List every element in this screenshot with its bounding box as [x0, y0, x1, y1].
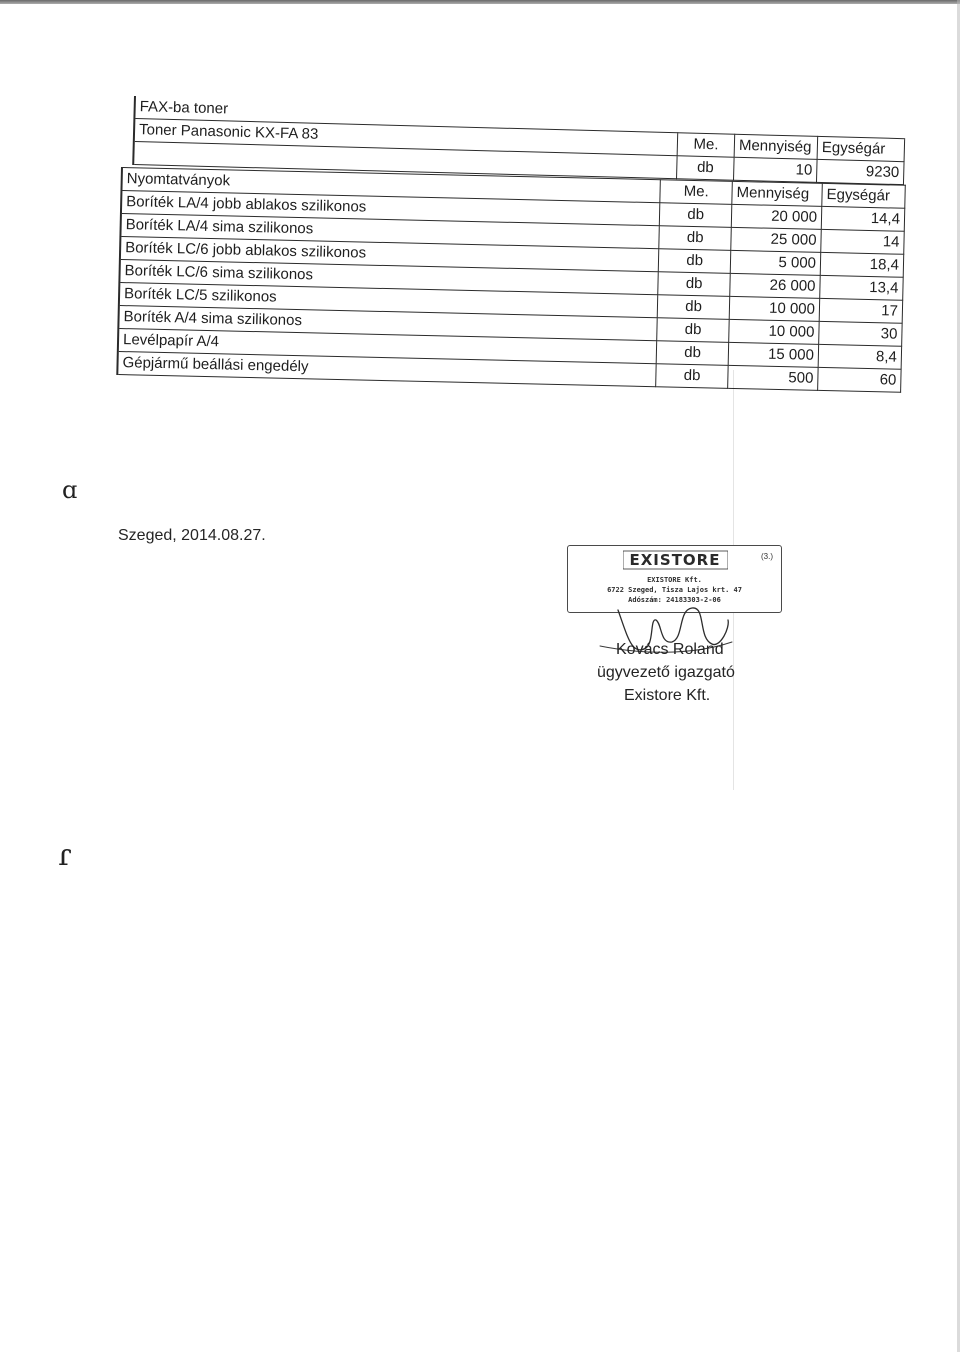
table-row-item: Toner Panasonic KX-FA 83	[134, 119, 678, 156]
table-row-item: Boríték A/4 sima szilikonos	[118, 305, 657, 340]
nyomtatvanyok-section	[116, 167, 906, 393]
table-row-unit: db	[677, 156, 734, 180]
table-row-quantity: 5 000	[730, 250, 820, 275]
table-row-quantity: 20 000	[731, 204, 821, 229]
table-row-unit: db	[657, 295, 729, 320]
header-unit: Me.	[677, 133, 734, 157]
margin-mark: ɑ	[62, 476, 78, 504]
table-row-unit-price: 17	[819, 298, 902, 323]
nyomtatvanyok-table	[116, 167, 906, 393]
table-row-unit: db	[657, 318, 729, 343]
header-unit: Me.	[660, 180, 732, 205]
table-row-quantity: 10 000	[729, 296, 819, 321]
table-row-unit: db	[656, 364, 728, 389]
table-row-unit-price: 14,4	[821, 206, 904, 231]
table-row-unit: db	[656, 341, 728, 366]
scan-edge-top	[0, 0, 960, 4]
stamp-address: 6722 Szeged, Tisza Lajos krt. 47	[607, 586, 742, 594]
table-row-unit-price: 30	[819, 321, 902, 346]
table-row-unit: db	[660, 203, 732, 228]
margin-mark: ɾ	[58, 838, 72, 873]
table-row-item: Boríték LC/6 sima szilikonos	[119, 259, 658, 294]
table-row-item: Boríték LA/4 sima szilikonos	[120, 214, 659, 249]
table-row-item: Boríték LA/4 jobb ablakos szilikonos	[121, 191, 660, 226]
header-unit-price: Egységár	[817, 136, 905, 161]
stamp-tax-number: Adószám: 24183303-2-06	[628, 596, 721, 604]
table-row-unit-price: 18,4	[820, 252, 903, 277]
stamp-logo-text: EXISTORE	[629, 551, 721, 569]
table-row-quantity: 10 000	[729, 319, 819, 344]
table-row-item: Boríték LC/5 szilikonos	[119, 282, 658, 317]
table-row-item: Boríték LC/6 jobb ablakos szilikonos	[120, 237, 659, 272]
table-row-unit-price: 8,4	[818, 344, 901, 369]
table-row-unit-price: 60	[818, 367, 901, 392]
table-row-unit-price: 13,4	[820, 275, 903, 300]
place-date: Szeged, 2014.08.27.	[118, 527, 266, 544]
stamp-number: (3.)	[761, 552, 773, 561]
table-row-unit-price: 9230	[817, 159, 905, 184]
table-row-quantity: 25 000	[731, 227, 821, 252]
table-row-quantity: 500	[728, 365, 818, 390]
table-row-item: Levélpapír A/4	[118, 328, 657, 363]
signer-role: ügyvezető igazgató	[597, 664, 735, 681]
header-unit-price: Egységár	[822, 183, 905, 208]
table-row-unit: db	[659, 226, 731, 251]
table-row-quantity: 26 000	[730, 273, 820, 298]
table-row-quantity: 15 000	[728, 342, 818, 367]
existore-logo-icon	[623, 550, 728, 570]
fax-section-title: FAX-ba toner	[134, 96, 905, 139]
signer-company: Existore Kft.	[624, 687, 711, 704]
table-row-unit: db	[658, 272, 730, 297]
table-row-item: Gépjármű beállási engedély	[117, 351, 656, 386]
table-row-unit-price: 14	[821, 229, 904, 254]
header-quantity: Mennyiség	[732, 181, 822, 206]
signer-name: Kovács Roland	[616, 641, 724, 658]
table-row-quantity: 10	[734, 157, 818, 182]
header-quantity: Mennyiség	[734, 134, 818, 159]
table-row-unit: db	[658, 249, 730, 274]
nyomtatvanyok-section-title: Nyomtatványok	[121, 168, 660, 203]
stamp-company: EXISTORE Kft.	[647, 576, 702, 584]
